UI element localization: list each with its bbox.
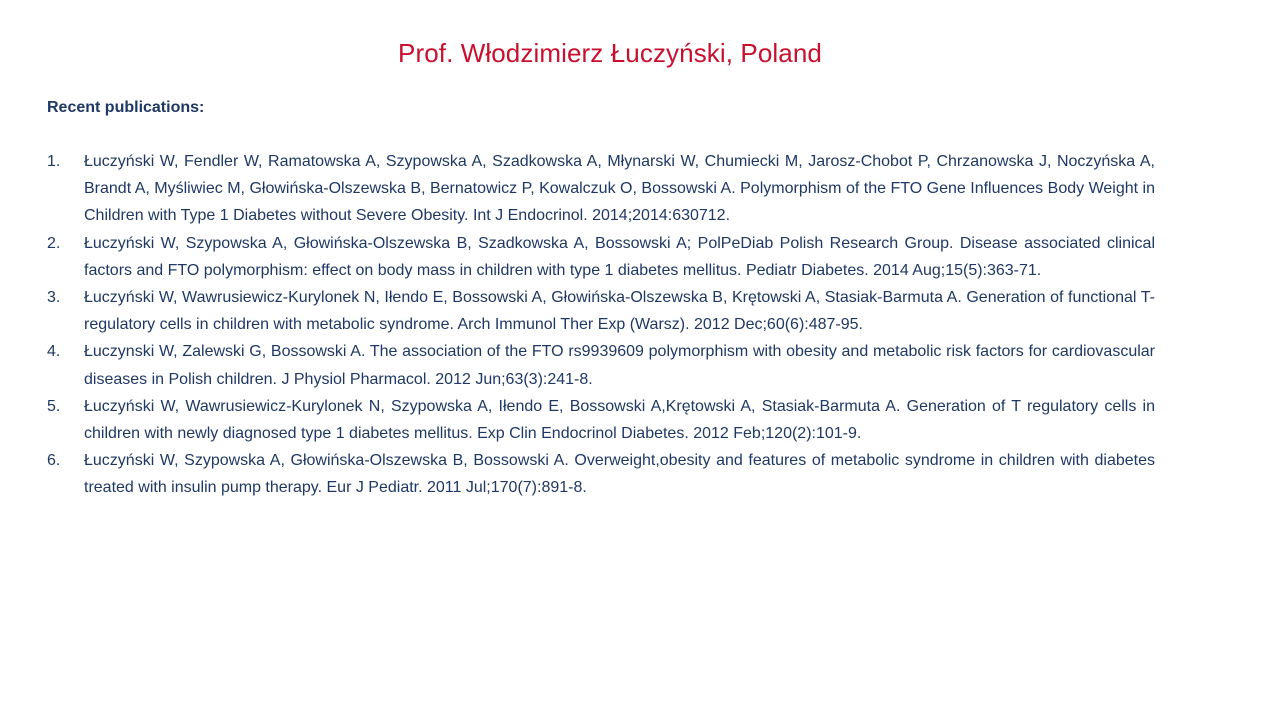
publication-number: 2. (47, 234, 61, 252)
publication-text: Łuczyński W, Wawrusiewicz-Kurylonek N, Szypowska A, Iłendo E, Bossowski A,Krętowski A, Stasiak-Barmuta A. Generation of T regulatory cells in children with newly diagnosed type 1 diabetes mellitus. Exp Clin Endocrinol Diabetes. 2012 Feb;120(2):101-9. (84, 397, 1155, 443)
section-heading: Recent publications: (47, 99, 205, 116)
publication-text: Łuczyński W, Fendler W, Ramatowska A, Szypowska A, Szadkowska A, Młynarski W, Chumiecki M, Jarosz-Chobot P, Chrzanowska J, Noczyńska A, Brandt A, Myśliwiec M, Głowińska-Olszewska B, Bernatowicz P, Kowalczuk O, Bossowski A. Polymorphism of the FTO Gene Influences Body Weight in Children with Type 1 Diabetes without Severe Obesity. Int J Endocrinol. 2014;2014:630712. (84, 153, 1155, 225)
publication-item (47, 393, 1155, 447)
publication-item (47, 148, 1155, 230)
publication-text: Łuczyński W, Wawrusiewicz-Kurylonek N, Iłendo E, Bossowski A, Głowińska-Olszewska B, Krętowski A, Stasiak-Barmuta A. Generation of functional T-regulatory cells in children with metabolic syndrome. Arch Immunol Ther Exp (Warsz). 2012 Dec;60(6):487-95. (84, 289, 1155, 334)
publication-text: Łuczyński W, Szypowska A, Głowińska-Olszewska B, Bossowski A. Overweight,obesity and features of metabolic syndrome in children with diabetes treated with insulin pump therapy. Eur J Pediatr. 2011 Jul;170(7):891-8. (84, 452, 1155, 497)
publication-list (47, 148, 1155, 502)
publication-number: 6. (47, 452, 61, 470)
publication-item (47, 338, 1155, 392)
publication-item (47, 230, 1155, 284)
publication-item (47, 447, 1155, 501)
publication-number: 4. (47, 343, 61, 361)
publication-number: 5. (47, 397, 61, 415)
publication-item (47, 284, 1155, 338)
publication-text: Łuczyński W, Szypowska A, Głowińska-Olszewska B, Szadkowska A, Bossowski A; PolPeDiab Polish Research Group. Disease associated clinical factors and FTO polymorphism: effect on body mass in children with type 1 diabetes mellitus. Pediatr Diabetes. 2014 Aug;15(5):363-71. (84, 234, 1155, 279)
publication-text: Łuczynski W, Zalewski G, Bossowski A. The association of the FTO rs9939609 polymorphism with obesity and metabolic risk factors for cardiovascular diseases in Polish children. J Physiol Pharmacol. 2012 Jun;63(3):241-8. (84, 343, 1155, 388)
publication-number: 3. (47, 289, 61, 307)
publication-number: 1. (47, 153, 61, 170)
page-title: Prof. Włodzimierz Łuczyński, Poland (398, 38, 822, 68)
